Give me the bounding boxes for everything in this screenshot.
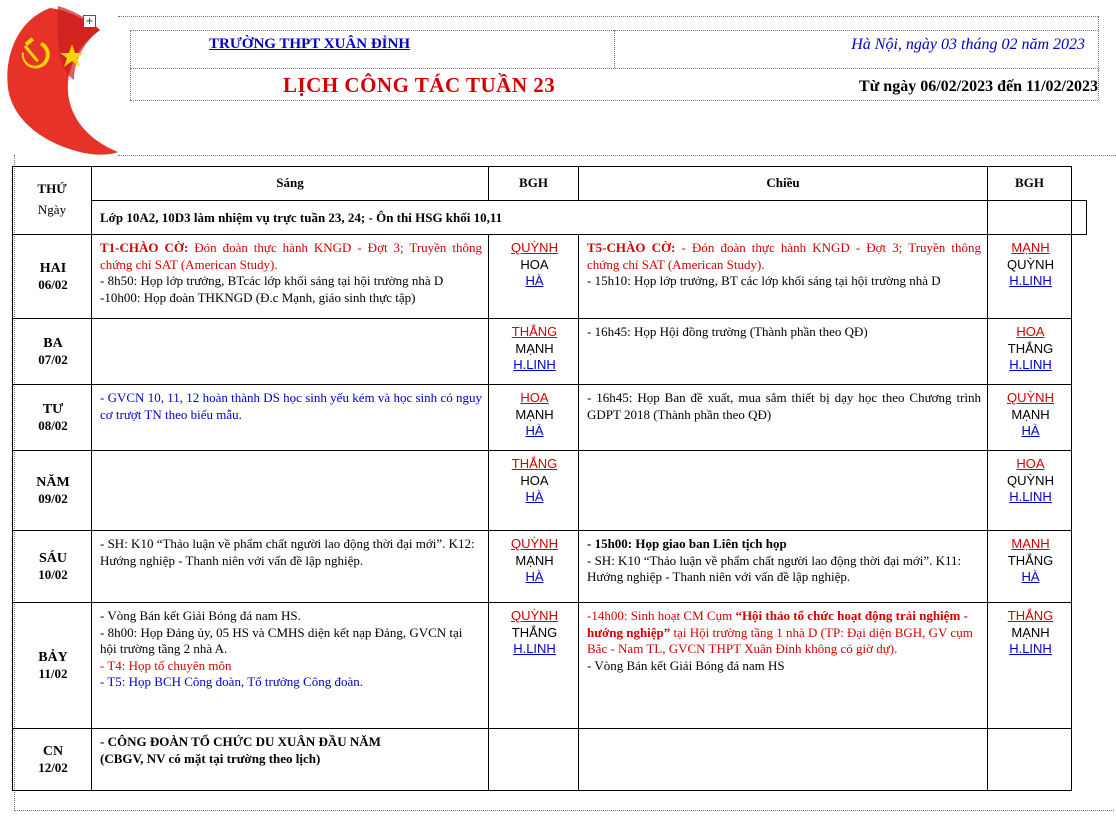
table-row — [13, 385, 1087, 451]
bgh-am-cell: HOA MẠNH HÀ — [489, 385, 579, 451]
bgh-pm-cell: HOA QUỲNH H.LINH — [988, 451, 1072, 531]
page-title: LỊCH CÔNG TÁC TUẦN 23 — [283, 73, 556, 97]
afternoon-cell: - 15h00: Họp giao ban Liên tịch họp - SH: K10 “Thảo luận về phẩm chất người lao động thời đại mới”. K11: Hướng nghiệp - Thanh niên với vấn đề lập nghiệp. — [579, 531, 988, 603]
bgh-am-cell: THẮNG MẠNH H.LINH — [489, 319, 579, 385]
day-cell: BẢY 11/02 — [13, 603, 92, 729]
party-flag-logo — [0, 0, 130, 160]
table-row — [13, 531, 1087, 603]
morning-cell — [92, 319, 489, 385]
day-cell: TƯ 08/02 — [13, 385, 92, 451]
day-cell: SÁU 10/02 — [13, 531, 92, 603]
dateline: Hà Nội, ngày 03 tháng 02 năm 2023 — [851, 36, 1085, 53]
bgh-pm-cell: QUỲNH MẠNH HÀ — [988, 385, 1072, 451]
table-row — [13, 451, 1087, 531]
week-note: Lớp 10A2, 10D3 làm nhiệm vụ trực tuần 23, 24; - Ôn thi HSG khối 10,11 — [92, 201, 988, 235]
morning-cell: - Vòng Bán kết Giải Bóng đá nam HS. - 8h00: Họp Đảng ủy, 05 HS và CMHS diện kết nạp Đảng, GVCN tại hội trường tầng 2 nhà A. - T4: Họp tổ chuyên môn - T5: Họp BCH Công đoàn, Tổ trưởng Công đoàn. — [92, 603, 489, 729]
col-header-bgh-pm: BGH — [988, 167, 1072, 201]
school-name[interactable]: TRƯỜNG THPT XUÂN ĐỈNH — [209, 36, 410, 52]
afternoon-cell: T5-CHÀO CỜ: - Đón đoàn thực hành KNGD - Đợt 3; Truyền thông chứng chỉ SAT (American Study). - 15h10: Họp lớp trưởng, BT các lớp khối sáng tại hội trường nhà D — [579, 235, 988, 319]
note-row — [13, 201, 1087, 235]
bgh-am-cell: QUỲNH THẮNG H.LINH — [489, 603, 579, 729]
bgh-pm-cell: MẠNH THẮNG HÀ — [988, 531, 1072, 603]
col-header-afternoon: Chiều — [579, 167, 988, 201]
bgh-am-cell: THẮNG HOA HÀ — [489, 451, 579, 531]
morning-cell — [92, 451, 489, 531]
bgh-pm-cell — [988, 729, 1072, 791]
morning-cell: T1-CHÀO CỜ: Đón đoàn thực hành KNGD - Đợt 3; Truyền thông chứng chỉ SAT (American Study). - 8h50: Họp lớp trưởng, BTcác lớp khối sáng tại hội trường nhà D -10h00: Họp đoàn THKNGD (Đ.c Mạnh, giáo sinh thực tập) — [92, 235, 489, 319]
day-cell: BA 07/02 — [13, 319, 92, 385]
day-cell: HAI 06/02 — [13, 235, 92, 319]
table-row — [13, 235, 1087, 319]
bgh-pm-cell: HOA THẮNG H.LINH — [988, 319, 1072, 385]
morning-cell: - CÔNG ĐOÀN TỔ CHỨC DU XUÂN ĐẦU NĂM (CBGV, NV có mặt tại trường theo lịch) — [92, 729, 489, 791]
table-row — [13, 319, 1087, 385]
afternoon-cell: - 16h45: Họp Ban đề xuất, mua sắm thiết bị dạy học theo Chương trình GDPT 2018 (Thành phần theo QĐ) — [579, 385, 988, 451]
bgh-am-cell — [489, 729, 579, 791]
date-range: Từ ngày 06/02/2023 đến 11/02/2023 — [859, 78, 1098, 95]
bgh-pm-cell: MẠNH QUỲNH H.LINH — [988, 235, 1072, 319]
col-header-morning: Sáng — [92, 167, 489, 201]
table-header-row — [13, 167, 1087, 201]
col-header-day: THỨ Ngày — [13, 167, 92, 235]
day-cell: NĂM 09/02 — [13, 451, 92, 531]
morning-cell: - GVCN 10, 11, 12 hoàn thành DS học sinh yếu kém và học sinh có nguy cơ trượt TN theo biểu mẫu. — [92, 385, 489, 451]
morning-cell: - SH: K10 “Thảo luận về phẩm chất người lao động thời đại mới”. K12: Hướng nghiệp - Thanh niên với vấn đề lập nghiệp. — [92, 531, 489, 603]
col-header-bgh-am: BGH — [489, 167, 579, 201]
day-cell: CN 12/02 — [13, 729, 92, 791]
bgh-pm-cell: THẮNG MẠNH H.LINH — [988, 603, 1072, 729]
afternoon-cell: - 16h45: Họp Hội đồng trường (Thành phần theo QĐ) — [579, 319, 988, 385]
bgh-am-cell: QUỲNH HOA HÀ — [489, 235, 579, 319]
table-row — [13, 729, 1087, 791]
afternoon-cell — [579, 729, 988, 791]
move-handle-icon[interactable]: + — [83, 15, 96, 28]
bgh-am-cell: QUỲNH MẠNH HÀ — [489, 531, 579, 603]
afternoon-cell: -14h00: Sinh hoạt CM Cụm “Hội thảo tổ chức hoạt động trải nghiệm - hướng nghiệp” tại Hội trường tầng 1 nhà D (TP: Đại diện BGH, GV cụm Bắc - Nam TL, GVCN THPT Xuân Đỉnh không có giờ dự). - Vòng Bán kết Giải Bóng đá nam HS — [579, 603, 988, 729]
afternoon-cell — [579, 451, 988, 531]
schedule-table — [12, 166, 1087, 791]
table-row — [13, 603, 1087, 729]
